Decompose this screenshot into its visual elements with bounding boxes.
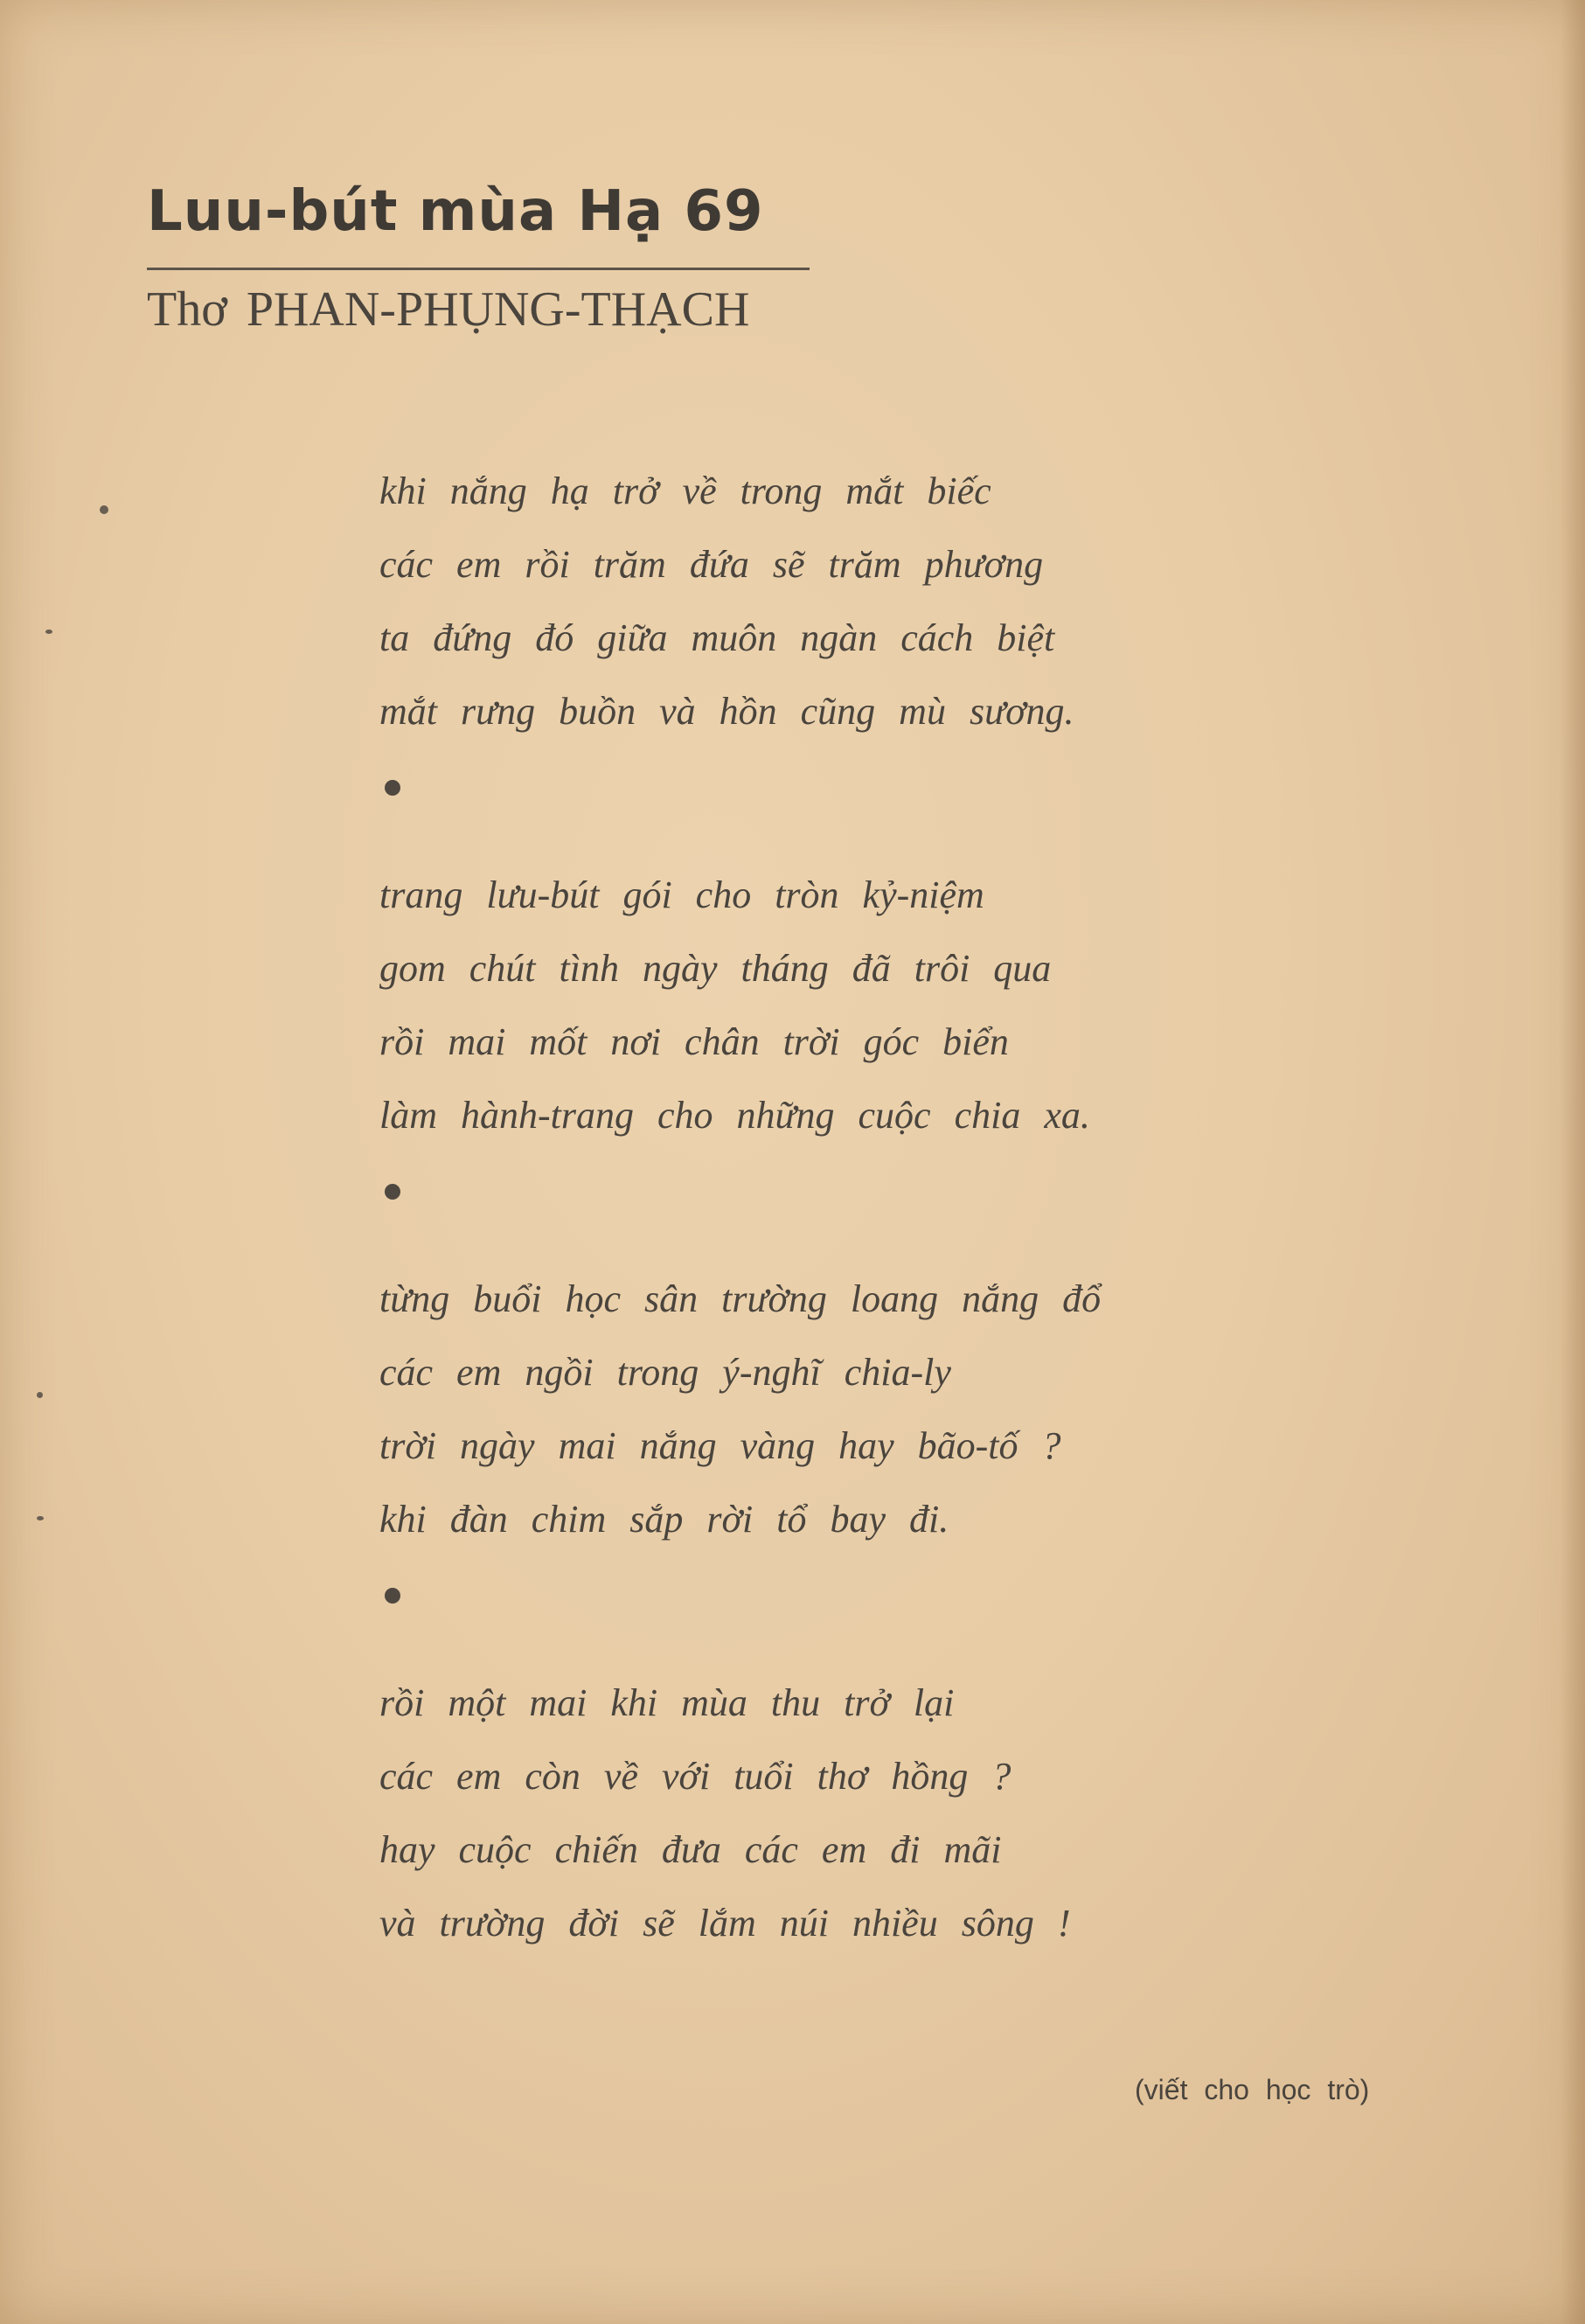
- stanza-1: [379, 455, 1101, 748]
- poem-line: các em rồi trăm đứa sẽ trăm phương: [379, 543, 1044, 586]
- poem-line: khi nắng hạ trở về trong mắt biếc: [379, 470, 991, 512]
- dedication-note: (viết cho học trò): [1135, 2074, 1370, 2105]
- poem-line: rồi mai mốt nơi chân trời góc biển: [379, 1020, 1009, 1063]
- poem-line: trời ngày mai nắng vàng hay bão-tố ?: [379, 1424, 1061, 1467]
- poem-line: ta đứng đó giữa muôn ngàn cách biệt: [379, 616, 1055, 659]
- ink-speck: [45, 630, 52, 634]
- title-divider: [147, 268, 810, 270]
- poem-line: các em còn về với tuổi thơ hồng ?: [379, 1755, 1011, 1798]
- poem-line: và trường đời sẽ lắm núi nhiều sông !: [379, 1902, 1071, 1945]
- stanza-separator-dot: [385, 1184, 400, 1200]
- author-name: PHAN-PHỤNG-THẠCH: [246, 282, 750, 337]
- poem-line: khi đàn chim sắp rời tổ bay đi.: [379, 1498, 949, 1541]
- poem-line: các em ngồi trong ý-nghĩ chia-ly: [379, 1351, 951, 1394]
- poem: [379, 455, 1101, 1960]
- poem-line: trang lưu-bút gói cho tròn kỷ-niệm: [379, 873, 984, 916]
- page-title: Luu-bút mùa Hạ 69: [147, 179, 764, 244]
- stanza-4: [379, 1666, 1101, 1960]
- ink-speck: [100, 505, 108, 514]
- stanza-separator-dot: [385, 1588, 400, 1604]
- stanza-2: [379, 859, 1101, 1152]
- poem-line: mắt rưng buồn và hồn cũng mù sương.: [379, 690, 1074, 733]
- poem-line: làm hành-trang cho những cuộc chia xa.: [379, 1094, 1090, 1137]
- poem-line: hay cuộc chiến đưa các em đi mãi: [379, 1828, 1002, 1871]
- stanza-separator-dot: [385, 780, 400, 796]
- poem-line: rồi một mai khi mùa thu trở lại: [379, 1681, 955, 1724]
- poem-line: từng buổi học sân trường loang nắng đổ: [379, 1277, 1102, 1320]
- ink-speck: [37, 1516, 44, 1520]
- ink-speck: [37, 1392, 43, 1398]
- byline: [147, 282, 749, 337]
- poem-line: gom chút tình ngày tháng đã trôi qua: [379, 947, 1052, 990]
- byline-label: Thơ: [147, 282, 227, 337]
- stanza-3: [379, 1263, 1101, 1556]
- paper-edge-shadow: [1561, 0, 1585, 2324]
